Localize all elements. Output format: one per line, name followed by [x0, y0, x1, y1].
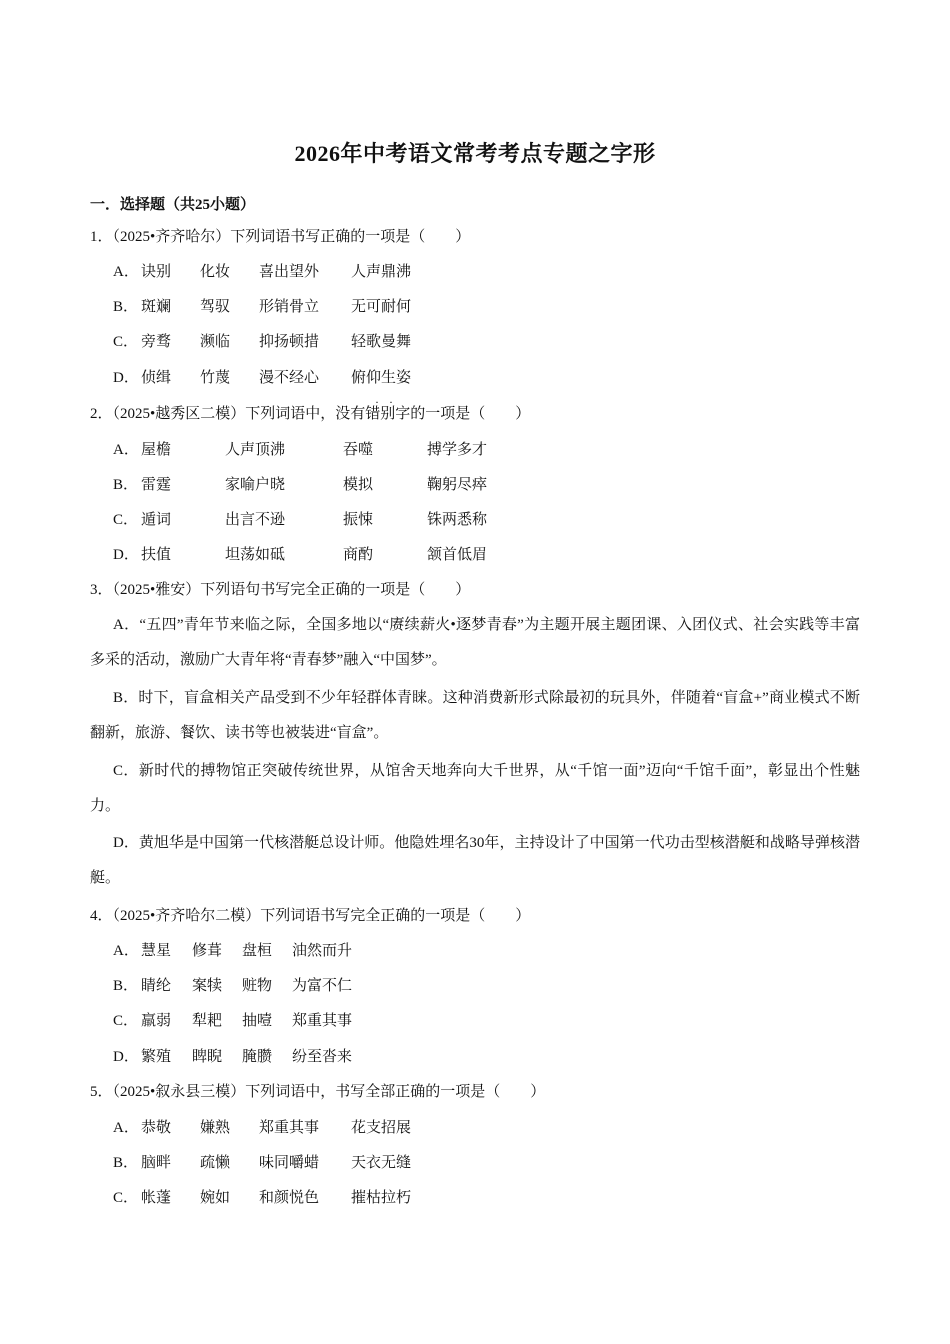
option-word: 修葺 [192, 943, 223, 959]
option-word: 吞噬 [343, 442, 374, 458]
option-word: 嫌熟 [200, 1120, 231, 1136]
option-label: C． [113, 512, 139, 528]
question-2-option-c [113, 510, 488, 530]
option-label: D． [113, 1049, 139, 1065]
option-label: A． [113, 442, 139, 458]
option-word: 形销骨立 [259, 299, 320, 315]
option-word: 驾驭 [200, 299, 231, 315]
option-word: 搏学多才 [427, 442, 488, 458]
option-word: 颔首低眉 [427, 547, 488, 563]
option-word: 漫不经心 [259, 370, 320, 386]
option-word: 家喻户晓 [225, 477, 286, 493]
option-word: 人声顶沸 [225, 442, 286, 458]
question-1-option-d [113, 368, 412, 388]
option-word: 斑斓 [141, 299, 172, 315]
option-label: C． [113, 1013, 139, 1029]
option-label: C． [113, 1190, 139, 1206]
option-word: 天衣无缝 [351, 1155, 412, 1171]
option-word: 赃物 [242, 978, 273, 994]
option-word: 睥睨 [192, 1049, 223, 1065]
option-word: 婉如 [200, 1190, 231, 1206]
option-word: 喜出望外 [259, 264, 320, 280]
option-word: 铢两悉称 [427, 512, 488, 528]
option-word: 腌臜 [242, 1049, 273, 1065]
option-word: 和颜悦色 [259, 1190, 320, 1206]
option-label: B． [113, 1155, 139, 1171]
option-word: 盘桓 [242, 943, 273, 959]
option-word: 俯仰生姿 [351, 370, 412, 386]
option-word: 屋檐 [141, 442, 172, 458]
question-2-option-d [113, 545, 488, 565]
option-word: 繁殖 [141, 1049, 172, 1065]
question-1-option-b [113, 297, 412, 317]
option-word: 恭敬 [141, 1120, 172, 1136]
option-word: 坦荡如砥 [225, 547, 286, 563]
question-3-option-a: A．“五四”青年节来临之际，全国多地以“赓续薪火•逐梦青春”为主题开展主题团课、入团仪式、社会实践等丰富多采的活动，激励广大青年将“青春梦”融入“中国梦”。 [90, 617, 860, 668]
question-4-stem: 4．（2025•齐齐哈尔二模）下列词语书写完全正确的一项是（ ） [90, 908, 531, 924]
question-5-option-b [113, 1153, 412, 1173]
document-title: 2026年中考语文常考考点专题之字形 [294, 141, 656, 166]
option-word: 鞠躬尽瘁 [427, 477, 488, 493]
question-4-option-b [113, 976, 353, 996]
option-label: A． [113, 1120, 139, 1136]
option-word: 纷至沓来 [292, 1049, 353, 1065]
question-1-option-a [113, 262, 412, 282]
question-5-option-c [113, 1188, 412, 1208]
option-word: 遁词 [141, 512, 172, 528]
option-word: 为富不仁 [292, 978, 353, 994]
option-word: 濒临 [200, 334, 231, 350]
question-2-stem: 2．（2025•越秀区二模）下列词语中，没有错别字的一项是（ ） [90, 406, 531, 422]
question-5-option-a [113, 1118, 412, 1138]
option-word: 振悚 [343, 512, 374, 528]
option-label: A． [113, 264, 139, 280]
option-word: 抑扬顿措 [259, 334, 320, 350]
option-word: 侦缉 [141, 370, 172, 386]
option-word: 出言不逊 [225, 512, 286, 528]
option-label: B． [113, 477, 139, 493]
option-word: 商酌 [343, 547, 374, 563]
option-word: 睛纶 [141, 978, 172, 994]
option-word: 模拟 [343, 477, 374, 493]
question-3-option-d: D．黄旭华是中国第一代核潜艇总设计师。他隐姓埋名30年，主持设计了中国第一代功击型核潜艇和战略导弹核潜艇。 [90, 835, 860, 886]
option-word: 脑畔 [141, 1155, 172, 1171]
option-label: C． [113, 334, 139, 350]
option-word: 人声鼎沸 [351, 264, 412, 280]
question-3-option-b: B．时下，盲盒相关产品受到不少年轻群体青睐。这种消费新形式除最初的玩具外，伴随着“盲盒+”商业模式不断翻新，旅游、餐饮、读书等也被装进“盲盒”。 [90, 690, 860, 741]
emphasis-dots: ·· [375, 395, 403, 409]
question-4-option-a [113, 941, 353, 961]
option-word: 慧星 [141, 943, 172, 959]
option-word: 无可耐何 [351, 299, 412, 315]
option-word: 帐蓬 [141, 1190, 172, 1206]
option-label: A． [113, 943, 139, 959]
option-word: 疏懒 [200, 1155, 231, 1171]
option-word: 味同嚼蜡 [259, 1155, 320, 1171]
question-1-stem: 1．（2025•齐齐哈尔）下列词语书写正确的一项是（ ） [90, 229, 471, 245]
option-word: 旁骛 [141, 334, 172, 350]
option-word: 油然而升 [292, 943, 353, 959]
question-3-option-c: C．新时代的搏物馆正突破传统世界，从馆舍天地奔向大千世界，从“千馆一面”迈向“千馆千面”，彰显出个性魅力。 [90, 763, 860, 814]
option-word: 花支招展 [351, 1120, 412, 1136]
option-label: D． [113, 547, 139, 563]
option-label: D． [113, 370, 139, 386]
question-2-option-a [113, 440, 488, 460]
option-word: 摧枯拉朽 [351, 1190, 412, 1206]
question-5-stem: 5．（2025•叙永县三模）下列词语中，书写全部正确的一项是（ ） [90, 1084, 546, 1100]
option-word: 羸弱 [141, 1013, 172, 1029]
section-heading: 一．选择题（共25小题） [90, 197, 256, 213]
option-word: 犁耙 [192, 1013, 223, 1029]
option-word: 郑重其事 [259, 1120, 320, 1136]
question-4-option-c [113, 1011, 353, 1031]
option-word: 雷霆 [141, 477, 172, 493]
option-label: B． [113, 299, 139, 315]
question-2-option-b [113, 475, 488, 495]
option-word: 竹蔑 [200, 370, 231, 386]
option-word: 郑重其事 [292, 1013, 353, 1029]
option-word: 诀别 [141, 264, 172, 280]
question-1-option-c [113, 332, 412, 352]
option-label: B． [113, 978, 139, 994]
option-word: 轻歌曼舞 [351, 334, 412, 350]
option-word: 案犊 [192, 978, 223, 994]
question-4-option-d [113, 1047, 353, 1067]
option-word: 扶值 [141, 547, 172, 563]
option-word: 化妆 [200, 264, 231, 280]
option-word: 抽噎 [242, 1013, 273, 1029]
question-3-stem: 3．（2025•雅安）下列语句书写完全正确的一项是（ ） [90, 582, 471, 598]
